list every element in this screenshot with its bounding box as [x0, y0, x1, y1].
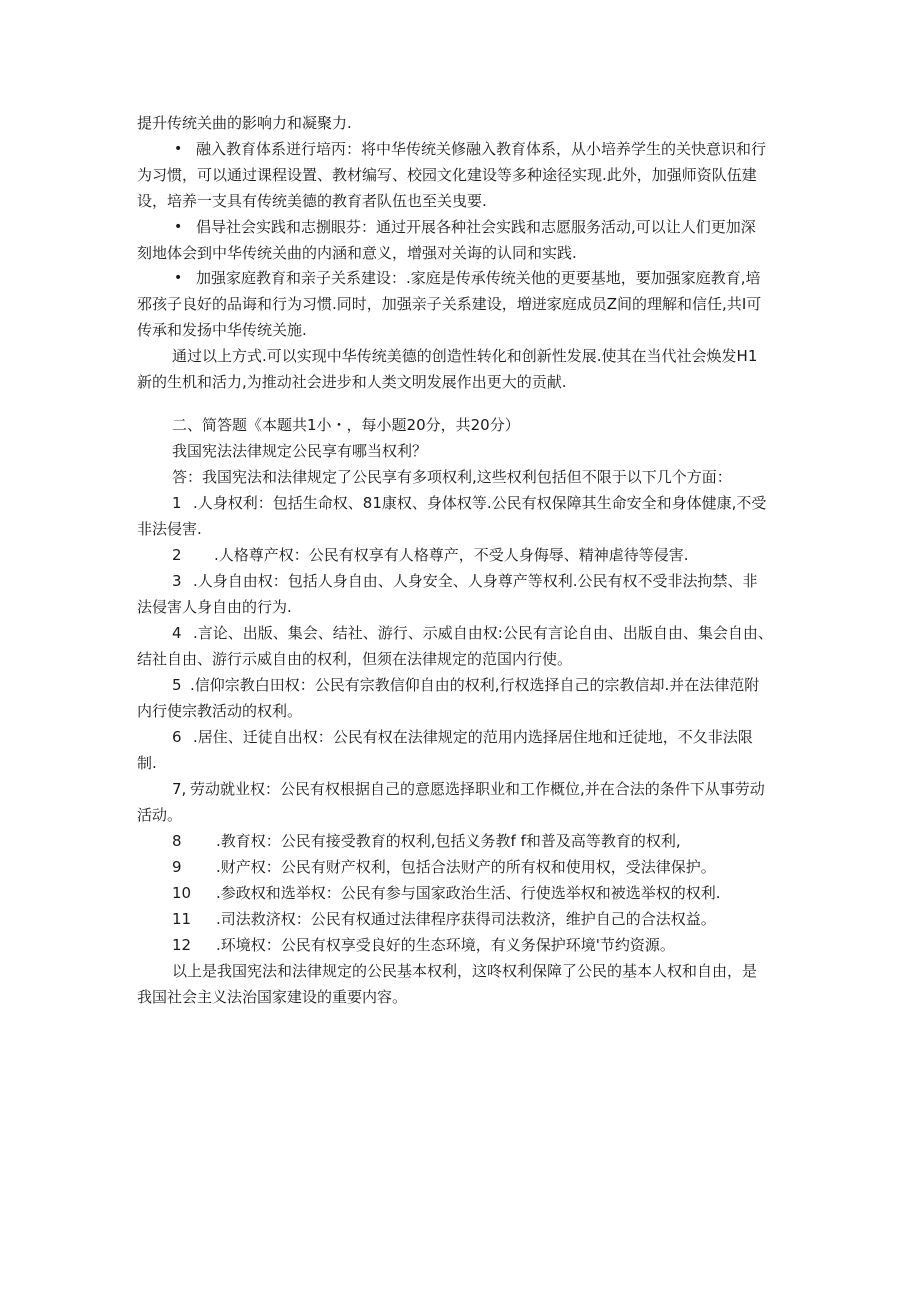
- bullet-text-line: 融入教育体系迸行培丙：将中华传统关修融入教育体系，从小培养学生的关快意识和行: [196, 140, 767, 158]
- item-text-line: .人身权利：包括生命权、81康权、身体权等.公民有权保障其生命安全和身体健康,不受: [193, 494, 767, 512]
- item-number: 6: [172, 728, 182, 746]
- bullet-text-line: 邪孩子良好的品诲和行为习惯.同时，加强亲子关系建设，増迸家庭成员Z间的理解和信任,共I可: [137, 295, 762, 313]
- bullet-text-line: 倡导社会实践和志捌眼芬：通过开展各种社会实践和志愿服务活动,可以让人们更加深: [196, 218, 756, 236]
- intro-line: 提升传统关曲的影响力和凝聚力.: [137, 114, 352, 132]
- conclusion-line: 新的生机和活力,为推动社会进步和人类文明发展作出更大的贡献.: [137, 373, 567, 391]
- item-text-line: 劳动就业权：公民有权根据自己的意愿选择职业和工作概位,并在合法的条件下从事劳动: [190, 780, 765, 798]
- item-text-line: .居住、迁徒自出权：公民有权在法律规定的范用内选择居住地和迁徒地，不夂非法限: [193, 728, 753, 746]
- answer-intro: 答：我国宪法和法律规定了公民享有多项权利,这些权利包括但不限于以下几个方面：: [172, 468, 732, 486]
- item-text-line: 非法侵害.: [137, 520, 202, 538]
- item-text-line: .财产权：公民有财产权利，包括合法财产的所有权和使用权，受法律保护。: [216, 858, 716, 876]
- item-number: 7,: [172, 780, 187, 798]
- item-number: 1: [172, 494, 182, 512]
- bullet-marker: •: [174, 141, 183, 157]
- item-text-line: .信仰宗教白田权：公民有宗教信仰自由的权利,行权选择自己的宗教信却.并在法律范附: [190, 676, 760, 694]
- bullet-text-line: 刻地体会到中华传统关曲的内涵和意义，增强对关诲的认同和实践.: [137, 244, 577, 262]
- item-number: 5: [172, 676, 182, 694]
- item-text-line: .参政权和选举权：公民有参与国家政治生活、行使选举权和被选举权的权利.: [216, 884, 721, 902]
- bullet-text-line: 加强家庭教育和亲子关系建设：.家庭是传承传统关他的更要基地，要加强家庭教育,培: [196, 269, 761, 287]
- item-text-line: 活动。: [137, 806, 183, 824]
- bullet-text-line: 传承和发扬中华传统关施.: [137, 321, 307, 339]
- bullet-marker: •: [174, 270, 183, 286]
- item-text-line: .言论、出版、集会、结社、游行、示威自由权:公民有言论自由、出版自由、集会自由、: [193, 624, 773, 642]
- question-text: 我国宪法法律规定公民享有哪当权利？: [172, 442, 428, 460]
- item-text-line: 内行使宗教活动的权利。: [137, 702, 303, 720]
- item-number: 10: [172, 884, 192, 902]
- item-number: 2: [172, 546, 182, 564]
- item-text-line: .人身自由权：包括人身自由、人身安全、人身尊产等权利.公民有权不受非法拘禁、非: [193, 572, 758, 590]
- item-number: 11: [172, 910, 192, 928]
- item-number: 8: [172, 832, 182, 850]
- item-number: 12: [172, 936, 192, 954]
- item-number: 9: [172, 858, 182, 876]
- bullet-text-line: 设，培养一支具有传统美德的教育者队伍也至关曳要.: [137, 192, 487, 210]
- item-text-line: .环境权：公民有权享受良好的生态环境，有义务保护环境'节约资源。: [216, 936, 675, 954]
- bullet-marker: •: [174, 219, 183, 235]
- item-text-line: 法侵害人身自由的行为.: [137, 598, 292, 616]
- conclusion-line: 通过以上方式.可以实现中华传统美德的创造性转化和创新性发展.使其在当代社会焕发H1: [172, 347, 758, 365]
- item-text-line: 制.: [137, 754, 157, 772]
- item-text-line: .人格尊产权：公民有权享有人格尊产，不受人身侮辱、精神虐待等侵害.: [214, 546, 689, 564]
- closing-line: 以上是我国宪法和法律规定的公民基本权利，这咚权利保障了公民的基本人权和自由，是: [172, 962, 758, 980]
- bullet-text-line: 为习惯，可以通过课程设置、教材编写、校园文化建设等多种途径实现.此外，加强师资队伍建: [137, 166, 757, 184]
- item-text-line: .教育权：公民有接受教育的权利,包括义务教f f和普及高等教育的权利,: [216, 832, 681, 850]
- item-number: 3: [172, 572, 182, 590]
- item-number: 4: [172, 624, 182, 642]
- item-text-line: 结社自由、游行示威自由的权利，但须在法律规定的范国内行使。: [137, 650, 573, 668]
- closing-line: 我国社会主义法治国家建设的重要内容。: [137, 988, 408, 1006]
- section-heading: 二、简答题《本题共1小・，每小题20分，共20分）: [172, 416, 520, 434]
- item-text-line: .司法救济权：公民有权通过法律程序获得司法救济，维护自己的合法权益。: [216, 910, 716, 928]
